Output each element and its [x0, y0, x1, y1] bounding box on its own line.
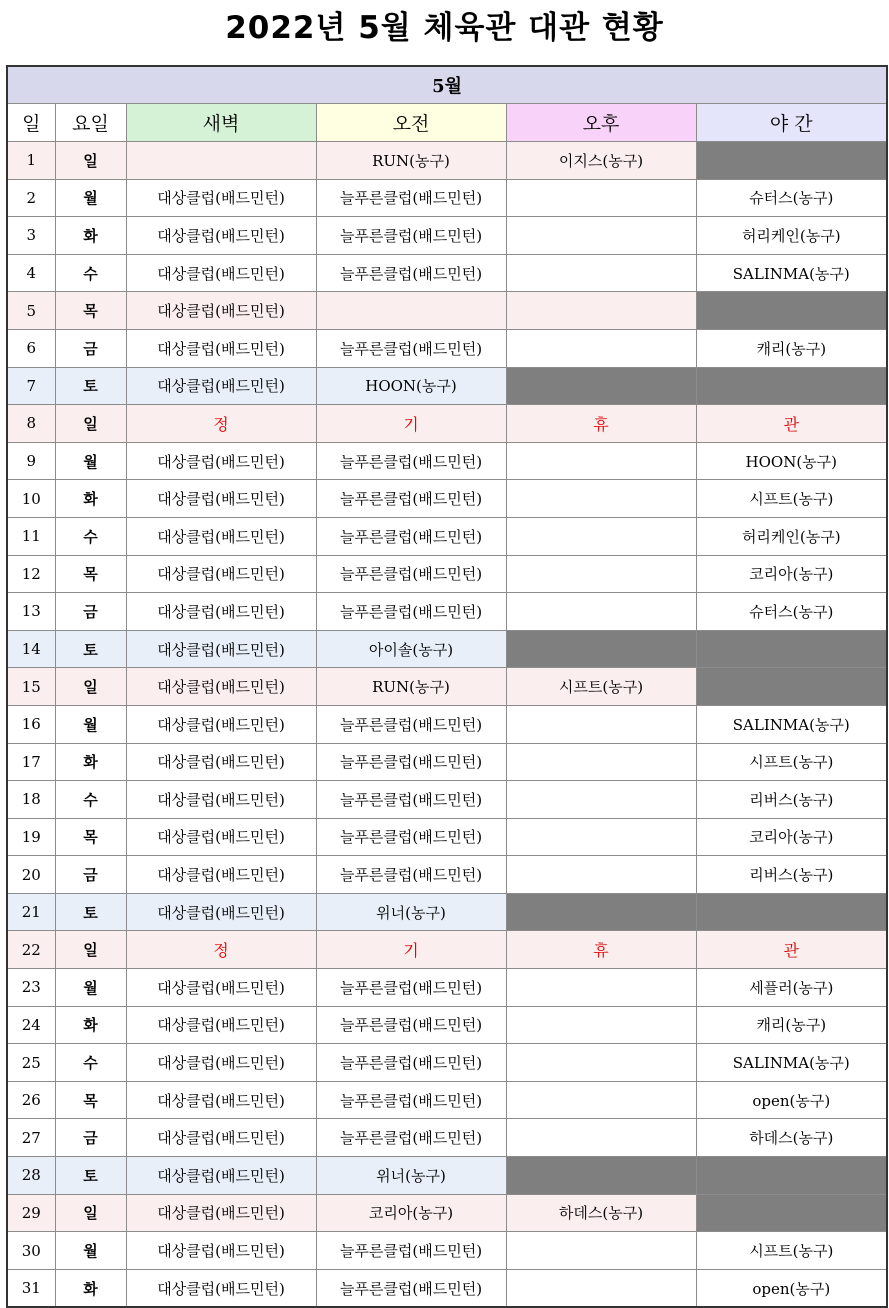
afternoon-cell [506, 818, 696, 856]
night-cell: 코리아(농구) [696, 555, 887, 593]
table-row [7, 931, 887, 969]
day-number: 14 [7, 630, 55, 668]
dawn-cell: 대상클럽(배드민턴) [126, 1006, 316, 1044]
day-number: 13 [7, 593, 55, 631]
table-row [7, 969, 887, 1007]
dawn-cell: 대상클럽(배드민턴) [126, 1119, 316, 1157]
day-number: 30 [7, 1232, 55, 1270]
table-row [7, 893, 887, 931]
dawn-cell: 대상클럽(배드민턴) [126, 367, 316, 405]
dawn-cell: 대상클럽(배드민턴) [126, 217, 316, 255]
morning-cell: 늘푸른클럽(배드민턴) [316, 818, 506, 856]
night-cell: HOON(농구) [696, 442, 887, 480]
weekday-cell: 월 [55, 1232, 126, 1270]
dawn-cell: 정 [126, 405, 316, 443]
weekday-cell: 일 [55, 405, 126, 443]
dawn-cell: 대상클럽(배드민턴) [126, 555, 316, 593]
day-number: 15 [7, 668, 55, 706]
afternoon-cell [506, 743, 696, 781]
table-row [7, 705, 887, 743]
weekday-cell: 수 [55, 254, 126, 292]
dawn-cell: 대상클럽(배드민턴) [126, 630, 316, 668]
table-row [7, 517, 887, 555]
dawn-cell: 대상클럽(배드민턴) [126, 818, 316, 856]
night-cell: 리버스(농구) [696, 856, 887, 894]
table-row [7, 818, 887, 856]
dawn-cell: 대상클럽(배드민턴) [126, 442, 316, 480]
weekday-cell: 일 [55, 142, 126, 180]
afternoon-cell: 시프트(농구) [506, 668, 696, 706]
night-cell: SALINMA(농구) [696, 254, 887, 292]
weekday-cell: 월 [55, 442, 126, 480]
column-header-row [7, 104, 887, 142]
day-number: 3 [7, 217, 55, 255]
morning-cell: 늘푸른클럽(배드민턴) [316, 1006, 506, 1044]
weekday-cell: 토 [55, 893, 126, 931]
afternoon-cell [506, 1081, 696, 1119]
night-cell: SALINMA(농구) [696, 705, 887, 743]
weekday-cell: 목 [55, 1081, 126, 1119]
dawn-cell: 대상클럽(배드민턴) [126, 893, 316, 931]
day-number: 12 [7, 555, 55, 593]
weekday-cell: 목 [55, 292, 126, 330]
day-number: 10 [7, 480, 55, 518]
afternoon-cell [506, 555, 696, 593]
table-row [7, 254, 887, 292]
dawn-cell: 정 [126, 931, 316, 969]
table-row [7, 856, 887, 894]
morning-cell: RUN(농구) [316, 668, 506, 706]
afternoon-cell [506, 1232, 696, 1270]
afternoon-cell: 이지스(농구) [506, 142, 696, 180]
night-cell: 허리케인(농구) [696, 217, 887, 255]
night-closed-cell [696, 1157, 887, 1195]
day-number: 4 [7, 254, 55, 292]
day-number: 9 [7, 442, 55, 480]
night-cell: 리버스(농구) [696, 781, 887, 819]
morning-cell: 위너(농구) [316, 893, 506, 931]
dawn-cell: 대상클럽(배드민턴) [126, 593, 316, 631]
weekday-cell: 일 [55, 931, 126, 969]
weekday-cell: 금 [55, 329, 126, 367]
weekday-cell: 금 [55, 856, 126, 894]
morning-cell: 늘푸른클럽(배드민턴) [316, 705, 506, 743]
day-number: 8 [7, 405, 55, 443]
table-row [7, 405, 887, 443]
weekday-cell: 수 [55, 1044, 126, 1082]
night-closed-cell [696, 630, 887, 668]
table-row [7, 1269, 887, 1307]
day-number: 11 [7, 517, 55, 555]
table-row [7, 743, 887, 781]
dawn-cell: 대상클럽(배드민턴) [126, 480, 316, 518]
night-cell: 시프트(농구) [696, 480, 887, 518]
night-closed-cell [696, 292, 887, 330]
night-closed-cell [696, 142, 887, 180]
night-cell: 코리아(농구) [696, 818, 887, 856]
weekday-cell: 일 [55, 1194, 126, 1232]
dawn-cell: 대상클럽(배드민턴) [126, 668, 316, 706]
morning-cell: 늘푸른클럽(배드민턴) [316, 1232, 506, 1270]
header-morning: 오전 [316, 104, 506, 142]
weekday-cell: 월 [55, 179, 126, 217]
afternoon-cell [506, 856, 696, 894]
night-cell: 캐리(농구) [696, 1006, 887, 1044]
dawn-cell: 대상클럽(배드민턴) [126, 1269, 316, 1307]
afternoon-cell [506, 705, 696, 743]
afternoon-cell [506, 517, 696, 555]
month-row [7, 66, 887, 104]
dawn-cell: 대상클럽(배드민턴) [126, 1157, 316, 1195]
day-number: 16 [7, 705, 55, 743]
morning-cell: 늘푸른클럽(배드민턴) [316, 517, 506, 555]
dawn-cell: 대상클럽(배드민턴) [126, 705, 316, 743]
day-number: 20 [7, 856, 55, 894]
dawn-cell [126, 142, 316, 180]
table-row [7, 1232, 887, 1270]
dawn-cell: 대상클럽(배드민턴) [126, 179, 316, 217]
day-number: 29 [7, 1194, 55, 1232]
day-number: 18 [7, 781, 55, 819]
table-row [7, 179, 887, 217]
day-number: 1 [7, 142, 55, 180]
afternoon-cell [506, 781, 696, 819]
night-cell: 캐리(농구) [696, 329, 887, 367]
weekday-cell: 토 [55, 630, 126, 668]
dawn-cell: 대상클럽(배드민턴) [126, 1081, 316, 1119]
night-cell: 슈터스(농구) [696, 593, 887, 631]
morning-cell: 기 [316, 931, 506, 969]
morning-cell: 늘푸른클럽(배드민턴) [316, 969, 506, 1007]
table-row [7, 781, 887, 819]
morning-cell: 늘푸른클럽(배드민턴) [316, 442, 506, 480]
morning-cell: 늘푸른클럽(배드민턴) [316, 329, 506, 367]
morning-cell: 늘푸른클럽(배드민턴) [316, 555, 506, 593]
afternoon-cell [506, 254, 696, 292]
day-number: 25 [7, 1044, 55, 1082]
table-row [7, 142, 887, 180]
night-cell: 시프트(농구) [696, 1232, 887, 1270]
weekday-cell: 수 [55, 517, 126, 555]
morning-cell: 아이솔(농구) [316, 630, 506, 668]
morning-cell: 늘푸른클럽(배드민턴) [316, 480, 506, 518]
day-number: 24 [7, 1006, 55, 1044]
header-weekday: 요일 [55, 104, 126, 142]
afternoon-cell [506, 442, 696, 480]
table-row [7, 1044, 887, 1082]
table-row [7, 292, 887, 330]
afternoon-cell [506, 329, 696, 367]
weekday-cell: 화 [55, 1006, 126, 1044]
morning-cell: RUN(농구) [316, 142, 506, 180]
morning-cell: 늘푸른클럽(배드민턴) [316, 217, 506, 255]
day-number: 21 [7, 893, 55, 931]
schedule-body [7, 142, 887, 1308]
morning-cell: 코리아(농구) [316, 1194, 506, 1232]
day-number: 17 [7, 743, 55, 781]
morning-cell: 늘푸른클럽(배드민턴) [316, 781, 506, 819]
afternoon-cell [506, 1006, 696, 1044]
day-number: 19 [7, 818, 55, 856]
dawn-cell: 대상클럽(배드민턴) [126, 517, 316, 555]
rental-schedule-table [6, 65, 888, 1308]
table-row [7, 367, 887, 405]
night-closed-cell [696, 367, 887, 405]
header-dawn: 새벽 [126, 104, 316, 142]
night-cell: 하데스(농구) [696, 1119, 887, 1157]
morning-cell: 늘푸른클럽(배드민턴) [316, 856, 506, 894]
day-number: 31 [7, 1269, 55, 1307]
table-row [7, 1119, 887, 1157]
day-number: 22 [7, 931, 55, 969]
table-row [7, 442, 887, 480]
day-number: 23 [7, 969, 55, 1007]
afternoon-cell [506, 480, 696, 518]
table-row [7, 1081, 887, 1119]
dawn-cell: 대상클럽(배드민턴) [126, 781, 316, 819]
header-night: 야 간 [696, 104, 887, 142]
morning-cell: 늘푸른클럽(배드민턴) [316, 593, 506, 631]
day-number: 6 [7, 329, 55, 367]
night-cell: SALINMA(농구) [696, 1044, 887, 1082]
dawn-cell: 대상클럽(배드민턴) [126, 329, 316, 367]
afternoon-closed-cell [506, 367, 696, 405]
morning-cell: 늘푸른클럽(배드민턴) [316, 743, 506, 781]
weekday-cell: 일 [55, 668, 126, 706]
table-row [7, 630, 887, 668]
dawn-cell: 대상클럽(배드민턴) [126, 856, 316, 894]
weekday-cell: 화 [55, 743, 126, 781]
morning-cell [316, 292, 506, 330]
table-row [7, 555, 887, 593]
afternoon-cell [506, 969, 696, 1007]
day-number: 26 [7, 1081, 55, 1119]
header-afternoon: 오후 [506, 104, 696, 142]
weekday-cell: 수 [55, 781, 126, 819]
night-cell: open(농구) [696, 1081, 887, 1119]
night-cell: 세플러(농구) [696, 969, 887, 1007]
afternoon-cell [506, 1044, 696, 1082]
table-row [7, 1157, 887, 1195]
afternoon-cell [506, 217, 696, 255]
month-label: 5월 [7, 66, 887, 104]
night-cell: 허리케인(농구) [696, 517, 887, 555]
afternoon-cell: 휴 [506, 405, 696, 443]
afternoon-cell: 휴 [506, 931, 696, 969]
weekday-cell: 화 [55, 217, 126, 255]
morning-cell: 늘푸른클럽(배드민턴) [316, 1119, 506, 1157]
afternoon-cell [506, 179, 696, 217]
dawn-cell: 대상클럽(배드민턴) [126, 292, 316, 330]
table-row [7, 329, 887, 367]
day-number: 28 [7, 1157, 55, 1195]
weekday-cell: 목 [55, 818, 126, 856]
weekday-cell: 금 [55, 593, 126, 631]
afternoon-cell [506, 292, 696, 330]
morning-cell: 위너(농구) [316, 1157, 506, 1195]
morning-cell: HOON(농구) [316, 367, 506, 405]
morning-cell: 늘푸른클럽(배드민턴) [316, 1269, 506, 1307]
morning-cell: 늘푸른클럽(배드민턴) [316, 1044, 506, 1082]
afternoon-cell: 하데스(농구) [506, 1194, 696, 1232]
weekday-cell: 토 [55, 367, 126, 405]
table-row [7, 217, 887, 255]
day-number: 7 [7, 367, 55, 405]
day-number: 5 [7, 292, 55, 330]
dawn-cell: 대상클럽(배드민턴) [126, 969, 316, 1007]
afternoon-cell [506, 593, 696, 631]
header-day: 일 [7, 104, 55, 142]
table-row [7, 593, 887, 631]
morning-cell: 늘푸른클럽(배드민턴) [316, 254, 506, 292]
dawn-cell: 대상클럽(배드민턴) [126, 1232, 316, 1270]
weekday-cell: 금 [55, 1119, 126, 1157]
weekday-cell: 화 [55, 1269, 126, 1307]
afternoon-cell [506, 1269, 696, 1307]
night-cell: 슈터스(농구) [696, 179, 887, 217]
weekday-cell: 화 [55, 480, 126, 518]
dawn-cell: 대상클럽(배드민턴) [126, 254, 316, 292]
morning-cell: 늘푸른클럽(배드민턴) [316, 179, 506, 217]
night-cell: 관 [696, 931, 887, 969]
morning-cell: 기 [316, 405, 506, 443]
night-cell: 시프트(농구) [696, 743, 887, 781]
weekday-cell: 목 [55, 555, 126, 593]
dawn-cell: 대상클럽(배드민턴) [126, 1044, 316, 1082]
dawn-cell: 대상클럽(배드민턴) [126, 1194, 316, 1232]
page-title: 2022년 5월 체육관 대관 현황 [225, 10, 664, 46]
night-cell: 관 [696, 405, 887, 443]
table-row [7, 668, 887, 706]
afternoon-cell [506, 1119, 696, 1157]
morning-cell: 늘푸른클럽(배드민턴) [316, 1081, 506, 1119]
night-closed-cell [696, 668, 887, 706]
weekday-cell: 월 [55, 705, 126, 743]
night-cell: open(농구) [696, 1269, 887, 1307]
weekday-cell: 토 [55, 1157, 126, 1195]
table-row [7, 1006, 887, 1044]
table-row [7, 480, 887, 518]
night-closed-cell [696, 893, 887, 931]
day-number: 27 [7, 1119, 55, 1157]
night-closed-cell [696, 1194, 887, 1232]
afternoon-closed-cell [506, 630, 696, 668]
dawn-cell: 대상클럽(배드민턴) [126, 743, 316, 781]
weekday-cell: 월 [55, 969, 126, 1007]
afternoon-closed-cell [506, 893, 696, 931]
table-row [7, 1194, 887, 1232]
afternoon-closed-cell [506, 1157, 696, 1195]
day-number: 2 [7, 179, 55, 217]
